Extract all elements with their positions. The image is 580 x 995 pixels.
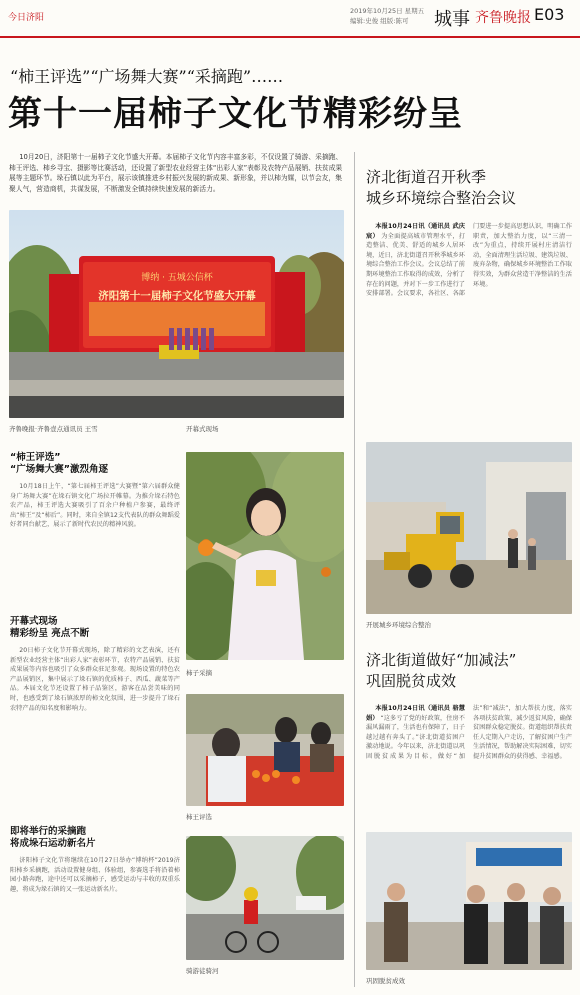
persimmon-king-judging-photo [186,694,344,806]
headline-kicker: “柿王评选”“广场舞大赛”“采摘跑”…… [10,67,284,86]
environment-cleanup-photo [366,442,572,614]
article2-body [366,704,572,824]
article2-title-line2: 巩固脱贫成效 [366,672,457,690]
girl-photo-caption: 柿子采摘 [186,669,212,677]
article2-text: “这多亏了党的好政策，住房不漏风漏雨了，生活也有保障了，日子越过越有奔头了。”济北街道贫困户激动地说。今年以来，济北街道以巩固脱贫成果为目标，做好“加法”和“减法”，加大帮扶力度，落实各项扶贫政策，减少返贫风险，确保贫困群众稳定脱贫。街道组织帮扶责任人定期入户走访，了解贫困户生产生活情况，帮助解决实际困难，切实提升贫困群众的获得感、幸福感。 [366,705,572,760]
article1-body [366,222,572,434]
section3-body: 济阳柿子文化节将继续在10月27日举办“博纳杯”2019济阳柿乡采摘跑，活动设置健身组、体验组，参赛选手将沿着柿园小路奔跑，途中还可以采摘柿子，感受运动与丰收的双重乐趣，将成为垛石镇的又一张运动新名片。 [10,857,180,893]
section1-body: 10月18日上午，“第七届柿王评选”大赛暨“第六届群众健身广场舞大赛”在垛石镇文化广场拉开帷幕。为推介垛石特色农产品，柿王评选大赛吸引了百余户种植户参赛，最终评出“柿王”及“柿后”。同时，来自全镇12支代表队的群众舞蹈爱好者同台献艺，展示了新时代农民的精神风貌。 [10,483,180,529]
article2-dateline: 本报10月24日讯（通讯员 骆慧娟） [366,705,465,722]
judging-scene [186,694,344,806]
lead-paragraph: 10月20日，济阳第十一届柿子文化节盛大开幕。本届柿子文化节内容丰富多彩，不仅设置了骑游、采摘跑、柿王评选、柿乡寻宝、摄影等比赛活动，还设置了新型农业经营主体“出彩人家”表彰及农特产品展销、扶贫成果展等主题环节。垛石镇以此为平台，展示该镇推进乡村振兴发展的新成果、新形象，并以柿为媒，以节会友，集聚人气，营造商机，共谋发展，不断激发全镇持续快速发展的新活力。 [9,153,343,193]
cleanup-scene [366,442,572,614]
article2-headline [366,650,572,692]
issue-date: 2019年10月25日 星期五 [350,7,425,15]
article1-headline [366,167,572,209]
main-photo-byline: 齐鲁晚报·齐鲁壹点通讯员 王雪 [9,425,98,433]
article1-text: 为全面提高城市管理水平，打造整洁、优美、舒适的城乡人居环境，近日，济北街道召开秋季城乡环境综合整治工作会议。会议总结了前期环境整治工作取得的成效，分析了存在的问题，并对下一步工作进行了安排部署。会议要求，各社区、各部门要进一步提高思想认识，明确工作职责，加大整治力度，以“三清一改”为重点，持续开展村庄清洁行动，全面清理生活垃圾、建筑垃圾、废弃杂物，确保城乡环境整治工作取得实效，为群众营造干净整洁的生活环境。 [366,223,572,298]
poverty-scene [366,832,572,970]
arch-sponsor-text: 博纳 · 五城公信杯 [141,273,213,283]
section3-heading [10,826,180,850]
section1-heading [10,452,180,476]
section-title: 城事 [434,9,470,30]
page-number: E03 [534,5,565,24]
opening-ceremony-photo [9,210,344,418]
section3-title-line2: 将成垛石运动新名片 [10,838,96,849]
newspaper-logo: 齐鲁晚报 [475,10,531,26]
page-header [0,0,580,38]
arch-title-text: 济阳第十一届柿子文化节盛大开幕 [98,290,256,302]
arch-text-layer [9,210,344,418]
section3-title-line1: 即将举行的采摘跑 [10,826,87,837]
section-label: 今日济阳 [8,13,45,23]
poverty-alleviation-photo [366,832,572,970]
main-photo-caption: 开幕式现场 [186,425,219,433]
cycling-photo-caption: 骑游徒骑河 [186,967,219,975]
section1-title-line1: “柿王评选” [10,452,61,463]
article2-title-line1: 济北街道做好“加减法” [366,651,517,669]
section2-title-line2: 精彩纷呈 亮点不断 [10,628,90,639]
article1-title-line1: 济北街道召开秋季 [366,168,487,186]
column-divider [354,152,355,987]
persimmon-picking-photo [186,452,344,660]
article1-title-line2: 城乡环境综合整治会议 [366,189,517,207]
cycling-tour-photo [186,836,344,960]
section2-title-line1: 开幕式现场 [10,616,58,627]
article1-dateline: 本报10月24日讯（通讯员 武庆宸） [366,223,465,240]
girl-scene [186,452,344,660]
poverty-photo-caption: 巩固脱贫成效 [366,977,405,985]
issue-info [350,6,440,26]
section2-body: 20日柿子文化节开幕式现场，除了精彩的文艺表演，还有新型农业经营主体“出彩人家”表彰环节，农特产品展销、扶贫成果展等内容也吸引了众多群众驻足参观。现场设置的特色农产品展销区，集中展示了垛石镇的优质柿子、西瓜、蔬菜等产品。本届文化节还设置了柿子品鉴区，游客在品尝美味的同时，也感受到了垛石镇浓厚的柿文化氛围，进一步提升了垛石农特产品的知名度和影响力。 [10,647,180,712]
section2-heading [10,616,180,640]
editor-line: 编辑:史俊 组版:陈可 [350,17,409,25]
cleanup-photo-caption: 开展城乡环境综合整治 [366,621,431,629]
cycling-scene [186,836,344,960]
main-headline: 第十一届柿子文化节精彩纷呈 [8,94,463,134]
judging-photo-caption: 柿王评选 [186,813,212,821]
section1-title-line2: “广场舞大赛”激烈角逐 [10,464,108,475]
